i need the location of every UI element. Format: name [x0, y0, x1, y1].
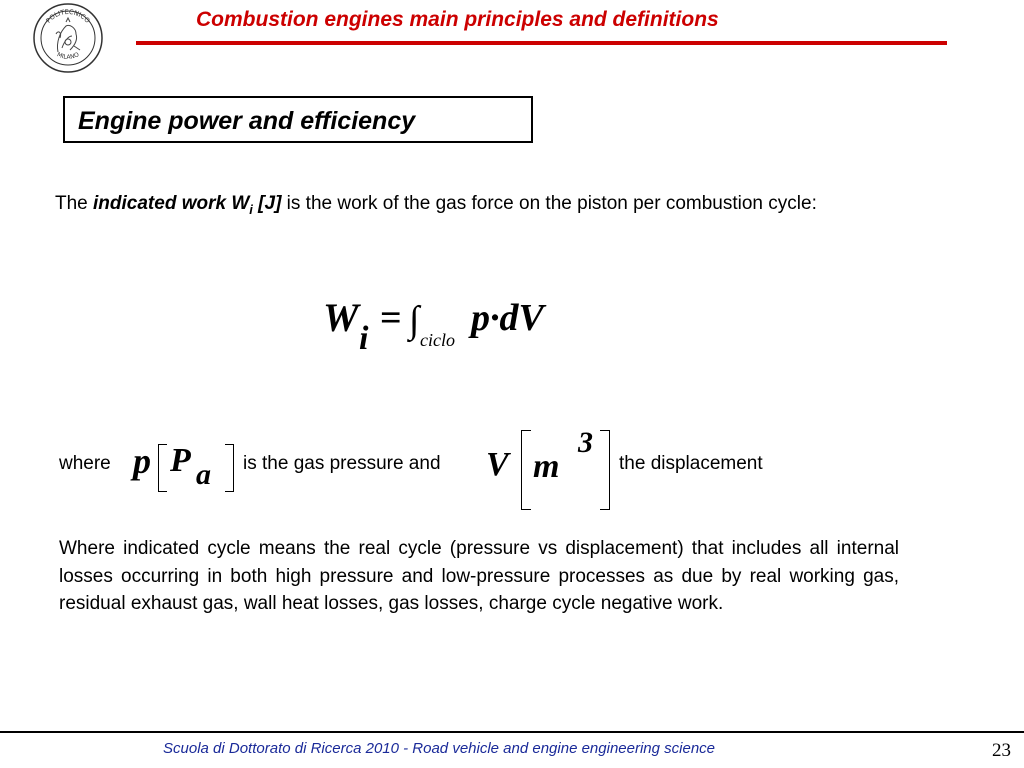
pressure-unit: P — [170, 442, 191, 479]
pressure-description: is the gas pressure and — [243, 453, 441, 474]
intro-term-lead: indicated work W — [93, 193, 250, 214]
displacement-unit: m — [533, 448, 560, 485]
displacement-unit-sup: 3 — [578, 426, 593, 459]
intro-prefix: The — [55, 193, 94, 214]
intro-term-sub: i — [249, 201, 253, 217]
logo-top-text: POLITECNICO — [44, 7, 92, 25]
formula-lhs-sub: i — [359, 320, 369, 357]
logo-bottom-text: MILANO — [55, 51, 81, 61]
pressure-symbol: p — [133, 441, 151, 481]
formula-equals: = — [380, 297, 402, 339]
formula-rhs: p·dV — [471, 297, 544, 339]
displacement-unit-right-bracket — [600, 430, 610, 510]
displacement-unit-left-bracket — [521, 430, 531, 510]
page-header-title: Combustion engines main principles and definitions — [196, 8, 719, 31]
intro-rest: is the work of the gas force on the piston per combustion cycle: — [281, 193, 817, 214]
page-number: 23 — [992, 740, 1011, 761]
description-paragraph: Where indicated cycle means the real cycle (pressure vs displacement) that includes all internal losses occurring in both high pressure and low-pressure processes as due by real working gas, residual exhaust gas, wall heat losses, gas losses, charge cycle negative work. — [59, 538, 899, 614]
formula-integral-sub: ciclo — [420, 330, 455, 350]
footer-divider — [0, 731, 1024, 733]
displacement-description: the displacement — [619, 453, 763, 474]
section-title: Engine power and efficiency — [78, 107, 416, 135]
formula-integral: ∫ — [409, 299, 420, 341]
formula-lhs: W — [323, 295, 359, 340]
footer-text: Scuola di Dottorato di Ricerca 2010 - Road vehicle and engine engineering science — [163, 740, 716, 757]
pressure-unit-left-bracket — [158, 444, 167, 492]
where-label: where — [59, 453, 111, 474]
pressure-unit-right-bracket — [225, 444, 234, 492]
intro-term-unit: [J] — [252, 193, 282, 214]
displacement-symbol: V — [486, 446, 509, 483]
pressure-unit-sub: a — [196, 458, 211, 491]
